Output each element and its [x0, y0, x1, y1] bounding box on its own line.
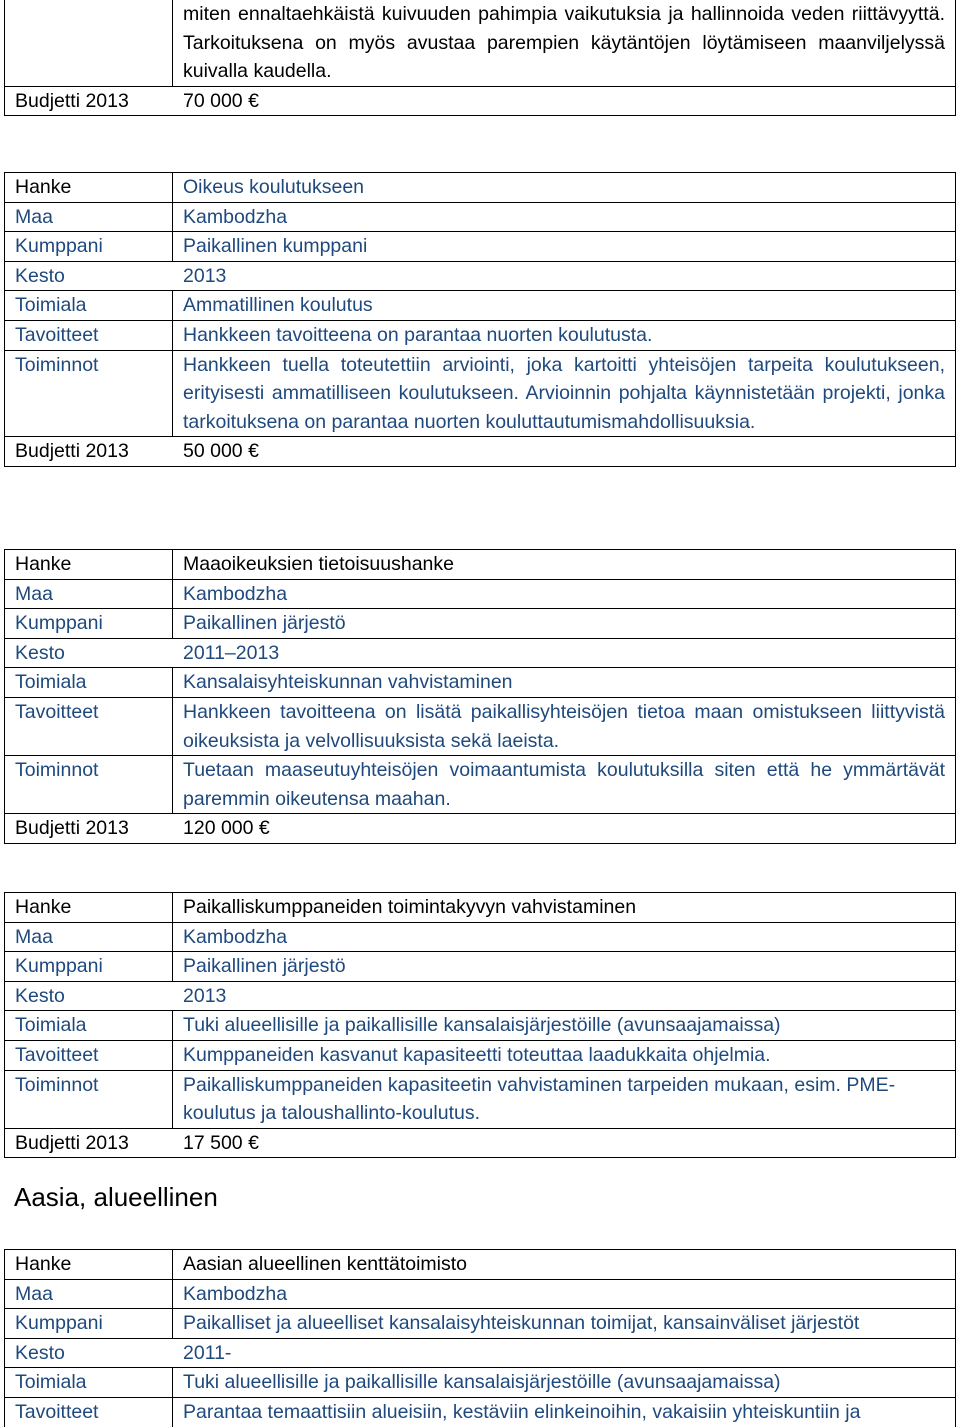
table-row	[5, 981, 956, 1011]
euro-icon: €	[258, 817, 270, 840]
budget-row	[5, 437, 956, 467]
table-row	[5, 668, 956, 698]
row-label: Hanke	[5, 550, 173, 580]
row-label: Toiminnot	[5, 350, 173, 437]
row-value: Paikallinen järjestö	[173, 609, 956, 639]
table-row	[5, 697, 956, 755]
project-name: Oikeus koulutukseen	[173, 173, 956, 203]
row-value: Hankkeen tavoitteena on parantaa nuorten koulutusta.	[173, 320, 956, 350]
row-value: Paikalliset ja alueelliset kansalaisyhteiskunnan toimijat, kansainväliset järjestöt	[173, 1309, 956, 1339]
row-label-empty	[5, 0, 173, 86]
row-label: Hanke	[5, 893, 173, 923]
row-label: Toiminnot	[5, 756, 173, 814]
row-label: Toimiala	[5, 668, 173, 698]
table-row	[5, 1338, 956, 1368]
row-label: Toimiala	[5, 291, 173, 321]
table-row	[5, 320, 956, 350]
activities-continuation: miten ennaltaehkäistä kuivuuden pahimpia vaikutuksia ja hallinnoida veden riittävyyttä. Tarkoituksena on myös avustaa parempien käytäntöjen löytämiseen maanviljelyssä kuivalla kaudella.	[173, 0, 956, 86]
row-label: Tavoitteet	[5, 1040, 173, 1070]
budget-value: 50 000	[183, 440, 249, 463]
row-kesto	[5, 981, 956, 1011]
row-value: Tuetaan maaseutuyhteisöjen voimaantumista koulutuksilla siten että he ymmärtävät paremmin oikeutensa maahan.	[173, 756, 956, 814]
row-label: Kumppani	[5, 952, 173, 982]
row-value: Ammatillinen koulutus	[173, 291, 956, 321]
budget-value: 17 500	[183, 1131, 249, 1154]
row-kesto	[5, 638, 956, 668]
project-name: Paikalliskumppaneiden toimintakyvyn vahvistaminen	[173, 893, 956, 923]
table-row	[5, 261, 956, 291]
row-label: Kumppani	[5, 1309, 173, 1339]
row-label: Hanke	[5, 173, 173, 203]
table-row	[5, 1250, 956, 1280]
budget-row	[5, 86, 956, 116]
row-value: 2013	[183, 264, 227, 287]
table-row	[5, 814, 956, 844]
table-row	[5, 1011, 956, 1041]
table-row	[5, 756, 956, 814]
table-row	[5, 638, 956, 668]
row-label: Kesto	[15, 641, 65, 664]
table-row	[5, 437, 956, 467]
table-row	[5, 550, 956, 580]
table-row	[5, 1279, 956, 1309]
table-row	[5, 1040, 956, 1070]
row-value: Paikalliskumppaneiden kapasiteetin vahvistaminen tarpeiden mukaan, esim. PME-koulutus ja taloushallinto-koulutus.	[173, 1070, 956, 1128]
table-row	[5, 173, 956, 203]
row-label: Tavoitteet	[5, 1397, 173, 1426]
row-value: Paikallinen järjestö	[173, 952, 956, 982]
budget-label: Budjetti 2013	[15, 1131, 129, 1154]
row-label: Maa	[5, 1279, 173, 1309]
table-row	[5, 232, 956, 262]
euro-icon: €	[248, 440, 259, 463]
row-label: Kumppani	[5, 232, 173, 262]
table-row	[5, 609, 956, 639]
table-row	[5, 1397, 956, 1426]
project-table-3	[4, 892, 956, 1158]
row-value: Kambodzha	[173, 922, 956, 952]
budget-row	[5, 1128, 956, 1158]
row-label: Maa	[5, 579, 173, 609]
row-value: 2011–2013	[183, 641, 280, 664]
euro-icon: €	[248, 89, 259, 112]
project-table-0	[4, 0, 956, 116]
budget-value: 120 000	[183, 817, 259, 840]
table-row	[5, 1368, 956, 1398]
row-label: Maa	[5, 202, 173, 232]
table-row	[5, 922, 956, 952]
row-label: Kumppani	[5, 609, 173, 639]
row-label: Hanke	[5, 1250, 173, 1280]
row-value: Parantaa temaattisiin alueisiin, kestäviin elinkeinoihin, vakaisiin yhteiskuntiin ja	[173, 1397, 956, 1426]
table-row	[5, 952, 956, 982]
row-label: Maa	[5, 922, 173, 952]
row-value: Tuki alueellisille ja paikallisille kansalaisjärjestöille (avunsaajamaissa)	[173, 1368, 956, 1398]
budget-label: Budjetti 2013	[15, 440, 129, 463]
row-value: Tuki alueellisille ja paikallisille kansalaisjärjestöille (avunsaajamaissa)	[173, 1011, 956, 1041]
table-row	[5, 202, 956, 232]
project-name: Maaoikeuksien tietoisuushanke	[173, 550, 956, 580]
row-value: Kumppaneiden kasvanut kapasiteetti toteuttaa laadukkaita ohjelmia.	[173, 1040, 956, 1070]
section-heading: Aasia, alueellinen	[14, 1182, 218, 1212]
row-value: 2013	[183, 984, 227, 1007]
row-label: Kesto	[15, 1341, 65, 1364]
budget-row	[5, 814, 956, 844]
row-label: Tavoitteet	[5, 320, 173, 350]
row-value: Hankkeen tavoitteena on lisätä paikallisyhteisöjen tietoa maan omistukseen liittyvistä oikeuksista ja velvollisuuksista sekä laeista.	[173, 697, 956, 755]
table-row	[5, 291, 956, 321]
table-row	[5, 1309, 956, 1339]
row-value: 2011-	[183, 1341, 232, 1364]
row-kesto	[5, 1338, 956, 1368]
table-row	[5, 0, 956, 86]
budget-label: Budjetti 2013	[15, 89, 129, 112]
table-row	[5, 893, 956, 923]
project-table-1	[4, 172, 956, 467]
row-value: Kansalaisyhteiskunnan vahvistaminen	[173, 668, 956, 698]
euro-icon: €	[248, 1131, 259, 1154]
row-label: Tavoitteet	[5, 697, 173, 755]
row-label: Toimiala	[5, 1368, 173, 1398]
project-table-4	[4, 1249, 956, 1427]
budget-label: Budjetti 2013	[15, 817, 129, 840]
row-label: Toimiala	[5, 1011, 173, 1041]
row-value: Kambodzha	[173, 202, 956, 232]
project-table-2	[4, 549, 956, 844]
row-value: Kambodzha	[173, 579, 956, 609]
row-label: Kesto	[15, 264, 65, 287]
budget-value: 70 000	[183, 89, 249, 112]
row-value: Kambodzha	[173, 1279, 956, 1309]
row-label: Kesto	[15, 984, 65, 1007]
row-label: Toiminnot	[5, 1070, 173, 1128]
table-row	[5, 579, 956, 609]
row-value: Paikallinen kumppani	[173, 232, 956, 262]
row-value: Hankkeen tuella toteutettiin arviointi, joka kartoitti yhteisöjen tarpeita koulutukseen, erityisesti ammatilliseen koulutukseen. Arvioinnin pohjalta käynnistetään projekti, jonka tarkoituksena on parantaa nuorten kouluttautumismahdollisuuksia.	[173, 350, 956, 437]
table-row	[5, 350, 956, 437]
table-row	[5, 86, 956, 116]
table-row	[5, 1070, 956, 1128]
row-kesto	[5, 261, 956, 291]
table-row	[5, 1128, 956, 1158]
project-name: Aasian alueellinen kenttätoimisto	[173, 1250, 956, 1280]
